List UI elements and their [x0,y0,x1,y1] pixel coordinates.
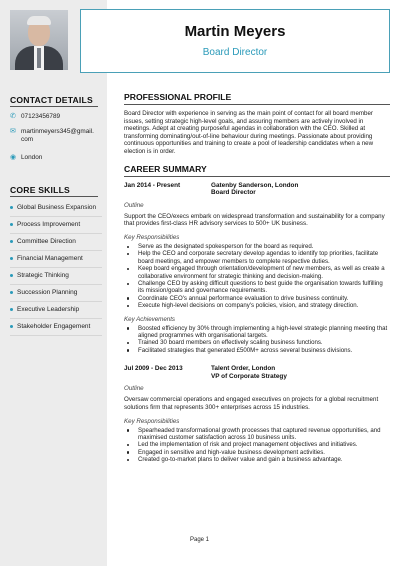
skill-item [10,200,102,217]
skill-item [10,285,102,302]
list-item-text: Keep board engaged through orientation/development of new members, as well as create a collaborative environment for strategic thinking and decision-making. [138,265,385,280]
main-content [124,92,390,464]
career-heading: CAREER SUMMARY [124,164,390,177]
bullet-icon [127,451,129,453]
profile-photo [10,10,68,70]
skill-item [10,251,102,268]
list-item [124,347,390,354]
job-company: Talent Order, London [211,365,276,373]
page-number: Page 1 [190,537,210,543]
list-item [124,427,390,442]
skill-item [10,217,102,234]
job-outline: Oversaw commercial operations and engaged executives on projects for a global recruitment solutions firm that represents 300+ enterprises across 15 industries. [124,396,379,411]
bullet-dot-icon [10,291,13,294]
list-item [124,456,390,463]
list-item-text: Spearheaded transformational growth processes that captured revenue opportunities, and maximised customer satisfaction across 10 business units. [138,426,381,441]
list-item-text: Challenge CEO by asking difficult questions to best guide the organisation towards fulfilling its mission/goals and governance requirements. [138,279,383,295]
list-item [124,243,390,250]
profile-text: Board Director with experience in serving as the main point of contact for all board member issues, setting strategic high-level goals, and assuring members are actively involved in meetings. Adept at creating purposeful agendas in collaboration with the CEO. Skilled at transforming dominating/out-of-line behaviour during meetings. Passionate about providing continuous opportunities and training to create a pool of leadership candidates when a new election is in order. [124,110,374,155]
achievements-label: Key Achievements [124,315,176,323]
achievements-list [124,325,390,355]
skill-item [10,302,102,319]
bullet-icon [127,246,129,248]
email-text-line2: com [21,136,34,143]
list-item-text: Execute high-level decisions on company's policies, vision, and strategy direction. [138,302,359,310]
skill-label: Committee Direction [17,238,76,245]
bullet-icon [127,459,129,461]
job-org [211,365,390,380]
list-item [124,441,390,448]
skill-item [10,234,102,251]
list-item-text: Help the CEO and corporate secretary develop agendas to identify top priorities, facilitate board meetings, and empower members to complete respective duties. [138,250,379,265]
email-text-line1: martinmeyers345@gmail. [21,128,94,135]
outline-label: Outline [124,201,144,209]
responsibilities-list [124,427,390,464]
bullet-dot-icon [10,274,13,277]
responsibilities-label: Key Responsibilities [124,233,180,241]
bullet-icon [127,444,129,446]
job-dates: Jul 2009 - Dec 2013 [124,365,183,373]
skills-list [10,200,102,336]
photo-tie [37,48,41,68]
phone-text: 07123456789 [21,113,61,120]
profile-heading: PROFESSIONAL PROFILE [124,92,390,105]
skill-label: Financial Management [17,255,83,262]
skills-heading: CORE SKILLS [10,185,70,195]
list-item [124,302,390,309]
list-item [124,325,390,340]
bullet-icon [127,268,129,270]
skills-divider [10,196,98,197]
bullet-icon [127,305,129,307]
bullet-icon [127,253,129,255]
skill-label: Executive Leadership [17,306,80,313]
list-item [124,250,390,265]
candidate-name: Martin Meyers [184,23,286,40]
skill-label: Succession Planning [17,289,78,296]
skill-label: Process Improvement [17,221,81,228]
list-item [124,295,390,302]
bullet-dot-icon [10,325,13,328]
phone-icon: ✆ [10,113,16,120]
skill-label: Stakeholder Engagement [17,323,91,330]
responsibilities-list [124,243,390,310]
skill-item [10,319,102,336]
bullet-dot-icon [10,308,13,311]
list-item [124,449,390,456]
job-company: Gatenby Sanderson, London [211,181,299,189]
list-item-text: Engaged in sensitive and high-value business development activities. [138,448,325,456]
contact-heading: CONTACT DETAILS [10,95,93,105]
job-outline: Support the CEO/execs embark on widespread transformation and sustainability for a company that provides first-class HR advisory services to 500+ UK business. [124,212,385,228]
name-header-box [80,9,390,73]
bullet-dot-icon [10,240,13,243]
job-dates: Jan 2014 - Present [124,181,181,189]
list-item-text: Created go-to-market plans to deliver value and gain a business advantage. [138,456,343,464]
contact-location [10,154,102,162]
contact-phone [10,113,102,121]
location-text: London [21,154,43,161]
outline-label: Outline [124,385,144,393]
list-item [124,339,390,346]
responsibilities-label: Key Responsibilities [124,417,180,425]
email-icon: ✉ [10,128,16,135]
bullet-icon [127,349,129,351]
list-item-text: Facilitated strategies that generated £500M+ across several business divisions. [138,346,353,354]
list-item-text: Coordinate CEO's annual performance evaluation to drive business continuity. [138,294,349,302]
job-role: Board Director [211,189,256,197]
skill-item [10,268,102,285]
candidate-title: Board Director [202,47,268,58]
contact-email [10,128,102,144]
skill-label: Strategic Thinking [17,272,69,279]
bullet-icon [127,297,129,299]
job-header [124,365,390,380]
bullet-icon [127,429,129,431]
list-item [124,265,390,280]
bullet-icon [127,342,129,344]
list-item [124,280,390,295]
bullet-dot-icon [10,206,13,209]
job-role: VP of Corporate Strategy [211,372,287,380]
location-pin-icon: ◉ [10,154,17,161]
skill-label: Global Business Expansion [17,204,97,211]
list-item-text: Boosted efficiency by 30% through implementing a high-level strategic planning meeting that aligned programmes with organisational targets. [138,324,388,339]
job-header [124,182,390,197]
list-item-text: Serve as the designated spokesperson for the board as required. [138,242,314,250]
contact-divider [10,106,98,107]
list-item-text: Led the implementation of risk and project management objectives and initiatives. [138,441,358,449]
bullet-icon [127,327,129,329]
list-item-text: Trained 30 board members on effectively scaling business functions. [138,339,323,347]
bullet-dot-icon [10,223,13,226]
bullet-icon [127,283,129,285]
bullet-dot-icon [10,257,13,260]
job-org [211,182,390,197]
photo-hair [27,16,51,25]
